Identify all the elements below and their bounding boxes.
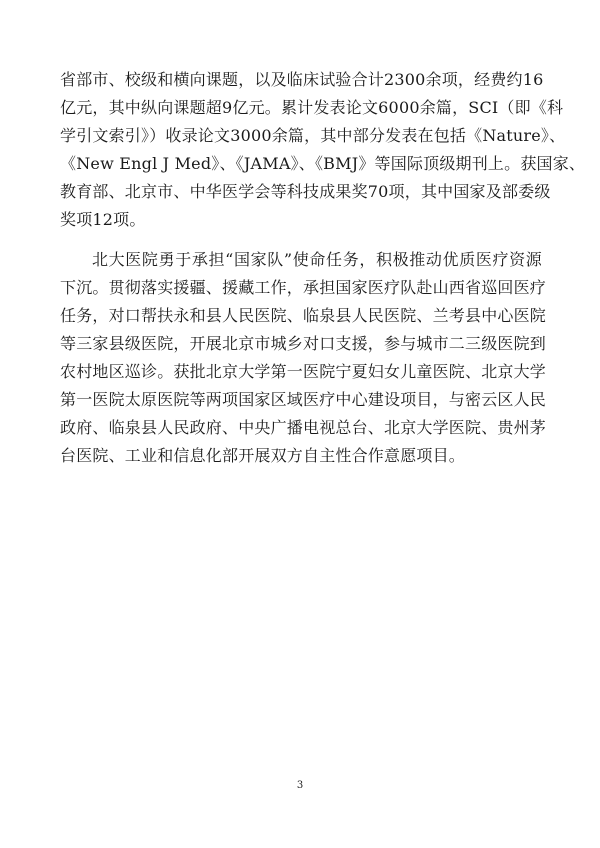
text-line: 第一医院太原医院等两项国家区域医疗中心建设项目，与密云区人民 <box>60 390 547 409</box>
text-line: 台医院、工业和信息化部开展双方自主性合作意愿项目。 <box>60 446 466 465</box>
text-line: 省部市、校级和横向课题，以及临床试验合计2300余项，经费约16 <box>60 70 544 89</box>
text-line: 北大医院勇于承担“国家队”使命任务，积极推动优质医疗资源 <box>92 250 542 269</box>
text-line: 《New Engl J Med》、《JAMA》、《BMJ》等国际顶级期刊上。获国家、 <box>60 154 586 173</box>
text-line: 下沉。贯彻落实援疆、援藏工作，承担国家医疗队赴山西省巡回医疗 <box>60 278 547 297</box>
text-line: 政府、临泉县人民政府、中央广播电视总台、北京大学医院、贵州茅 <box>60 418 547 437</box>
text-line: 亿元，其中纵向课题超9亿元。累计发表论文6000余篇，SCI（即《科 <box>60 98 564 117</box>
text-line: 奖项12项。 <box>60 210 146 229</box>
text-line: 农村地区巡诊。获批北京大学第一医院宁夏妇女儿童医院、北京大学 <box>60 362 547 381</box>
text-line: 教育部、北京市、中华医学会等科技成果奖70项，其中国家及部委级 <box>60 182 551 201</box>
text-line: 等三家县级医院，开展北京市城乡对口支援，参与城市二三级医院到 <box>60 334 547 353</box>
paragraph-national-team <box>60 246 547 470</box>
text-line: 任务，对口帮扶永和县人民医院、临泉县人民医院、兰考县中心医院 <box>60 306 547 325</box>
text-line: 学引文索引》）收录论文3000余篇，其中部分发表在包括《Nature》、 <box>60 126 566 145</box>
paragraph-research <box>60 66 586 234</box>
page-number: 3 <box>296 780 304 791</box>
paragraph-spacer <box>60 234 542 246</box>
body-text <box>60 66 586 470</box>
